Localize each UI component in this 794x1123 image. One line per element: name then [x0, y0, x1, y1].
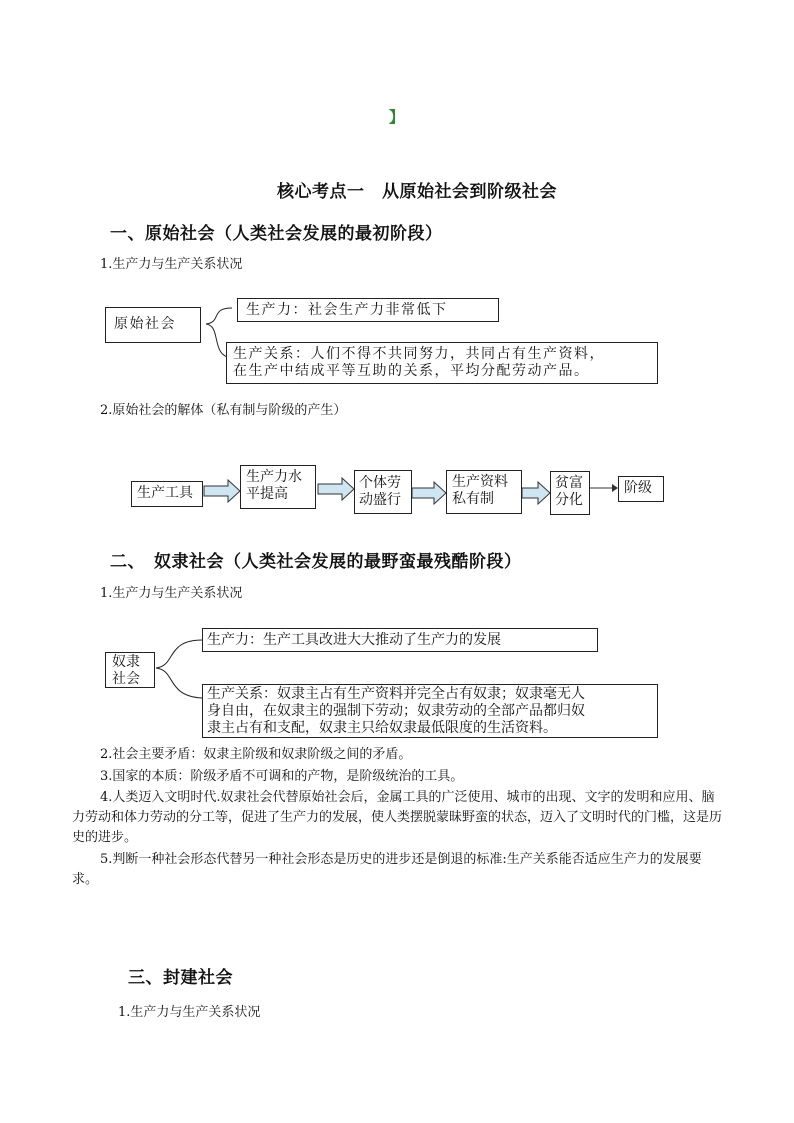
- flow-node-productivity: [240, 465, 316, 509]
- primitive-productivity-box: [237, 298, 499, 322]
- primitive-productivity-text: 生产力：社会生产力非常低下: [246, 302, 448, 318]
- slave-productivity-text: 生产力：生产工具改进大大推动了生产力的发展: [207, 632, 501, 648]
- flow-node-text: 平提高: [246, 486, 288, 502]
- brace-upper-line: [206, 308, 232, 324]
- flow-node-text: 生产力水: [246, 469, 302, 485]
- primitive-society-label: 原始社会: [114, 316, 176, 332]
- section1-heading: 一、原始社会（人类社会发展的最初阶段）: [110, 224, 443, 244]
- section2-paragraph-2: 2.社会主要矛盾：奴隶主阶级和奴隶阶级之间的矛盾。: [100, 747, 412, 762]
- section2-sub1: 1.生产力与生产关系状况: [100, 586, 243, 601]
- brace-lower-line: [156, 668, 202, 698]
- primitive-relations-line1: 生产关系：人们不得不共同努力，共同占有生产资料，: [233, 346, 605, 362]
- flow-node-individual-labor: [354, 470, 412, 514]
- slave-relations-line2: 身自由，在奴隶主的强制下劳动；奴隶劳动的全部产品都归奴: [207, 703, 585, 719]
- section2-paragraph-5: 5.判断一种社会形态代替另一种社会形态是历史的进步还是倒退的标准:生产关系能否适应生产力的发展要求。: [72, 852, 702, 887]
- section1-sub1: 1.生产力与生产关系状况: [100, 257, 243, 272]
- flow-arrow-icon: [522, 482, 550, 504]
- flow-node-tools: [131, 481, 203, 507]
- brace-upper-line: [156, 640, 202, 668]
- slave-society-label-line2: 社会: [112, 671, 140, 687]
- page-title: 核心考点一 从原始社会到阶级社会: [277, 182, 557, 202]
- flow-node-text: 生产工具: [137, 485, 193, 501]
- flow-node-text: 私有制: [452, 491, 494, 507]
- flow-node-wealth-gap: [550, 471, 590, 515]
- slave-society-label-line1: 奴隶: [112, 654, 140, 670]
- header-bracket-mark: 】: [389, 108, 405, 126]
- flow-node-text: 生产资料: [452, 474, 508, 490]
- flow-node-text: 贫富: [555, 475, 583, 491]
- section3-heading: 三、封建社会: [128, 968, 233, 988]
- primitive-relations-line2: 在生产中结成平等互助的关系，平均分配劳动产品。: [233, 363, 590, 379]
- section2-paragraph-4: 4.人类迈入文明时代.奴隶社会代替原始社会后，金属工具的广泛使用、城市的出现、文字的发明和应用、脑力劳动和体力劳动的分工等，促进了生产力的发展，使人类摆脱蒙昧野蛮的状态，迈入了文明时代的门槛，这是历史的进步。: [72, 790, 723, 845]
- flow-arrow-icon: [412, 482, 446, 504]
- primitive-relations-box: [226, 342, 658, 384]
- slave-society-node: [105, 652, 155, 688]
- flow-node-text: 阶级: [624, 480, 652, 496]
- flow-node-class: [618, 476, 664, 502]
- flow-arrow-icon: [204, 480, 240, 502]
- flow-node-private-ownership: [446, 470, 522, 514]
- flow-node-text: 动盛行: [359, 492, 401, 508]
- section3-sub1: 1.生产力与生产关系状况: [118, 1005, 261, 1020]
- section1-sub2: 2.原始社会的解体（私有制与阶级的产生）: [100, 403, 347, 418]
- flow-node-text: 分化: [555, 492, 583, 508]
- primitive-society-node: [105, 307, 201, 343]
- flow-arrow-icon: [318, 478, 354, 500]
- section2-heading: 二、 奴隶社会（人类社会发展的最野蛮最残酷阶段）: [110, 552, 522, 572]
- slave-relations-box: [202, 684, 658, 738]
- slave-relations-line1: 生产关系：奴隶主占有生产资料并完全占有奴隶；奴隶毫无人: [207, 686, 585, 702]
- slave-productivity-box: [202, 628, 598, 652]
- slave-relations-line3: 隶主占有和支配，奴隶主只给奴隶最低限度的生活资料。: [207, 720, 557, 736]
- section2-paragraph-3: 3.国家的本质：阶级矛盾不可调和的产物，是阶级统治的工具。: [100, 769, 464, 784]
- flow-node-text: 个体劳: [359, 475, 401, 491]
